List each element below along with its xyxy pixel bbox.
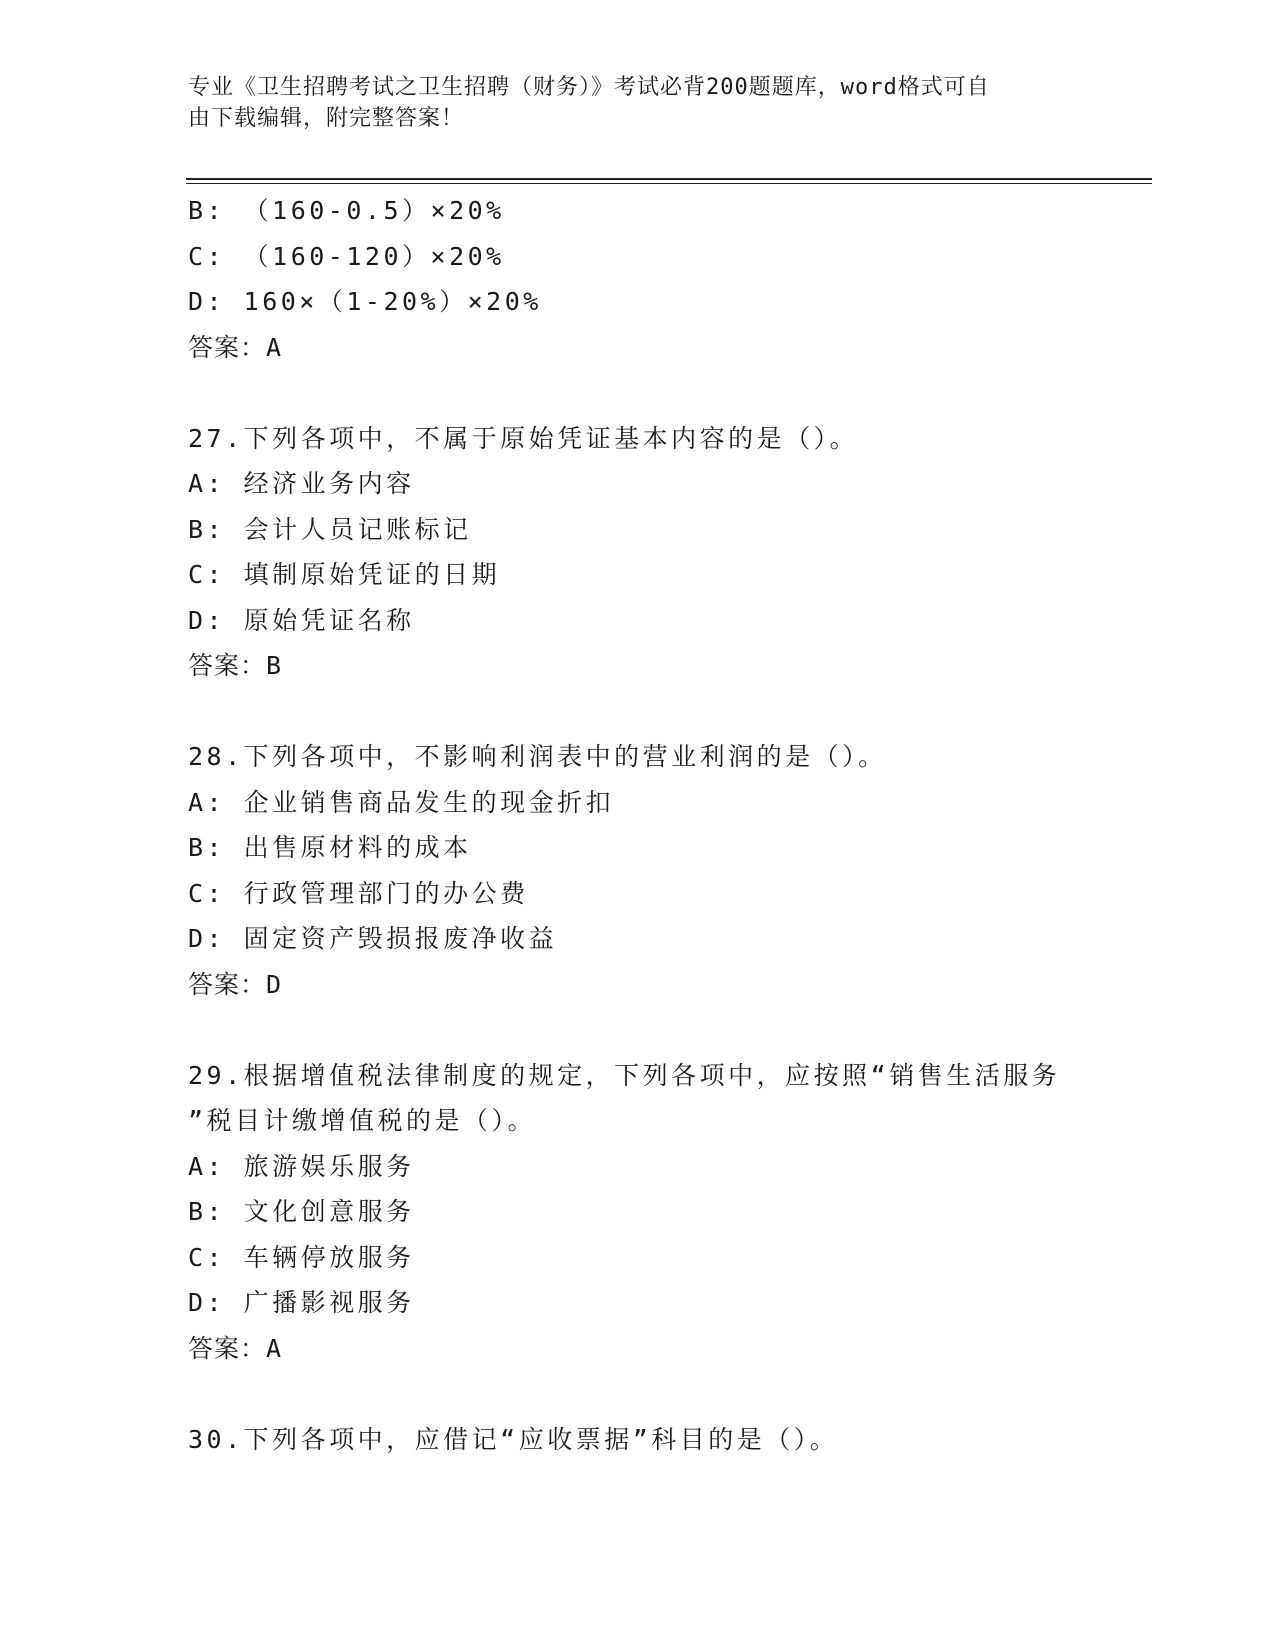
question-text-line-1: 29.根据增值税法律制度的规定，下列各项中，应按照“销售生活服务 (188, 1060, 1061, 1090)
option-d: D: 160×（1-20%）×20% (188, 287, 542, 316)
question-block-27 (188, 416, 1088, 689)
header-line-1: 专业《卫生招聘考试之卫生招聘（财务）》考试必背200题题库，word格式可自 (188, 75, 990, 100)
option-a: A: 旅游娱乐服务 (188, 1151, 415, 1181)
option-b: B: 出售原材料的成本 (188, 833, 472, 862)
question-block-28 (188, 734, 1088, 1007)
question-list (188, 188, 1088, 1462)
option-c: C: （160-120）×20% (188, 241, 505, 271)
option-d: D: 原始凭证名称 (188, 605, 415, 635)
option-d: D: 固定资产毁损报废净收益 (188, 924, 558, 953)
question-block-29 (188, 1053, 1088, 1372)
question-block-30 (188, 1417, 1088, 1463)
answer-line: 答案：A (188, 332, 283, 362)
spacer (188, 689, 1088, 735)
answer-line: 答案：D (188, 969, 283, 999)
option-a: A: 经济业务内容 (188, 469, 415, 498)
document-header (188, 72, 1068, 134)
question-text: 28.下列各项中，不影响利润表中的营业利润的是（）。 (188, 742, 887, 771)
header-divider-thin (186, 183, 1152, 184)
header-divider-thick (186, 178, 1152, 180)
answer-line: 答案：B (188, 651, 283, 680)
option-b: B: 会计人员记账标记 (188, 514, 472, 544)
option-c: C: 车辆停放服务 (188, 1242, 415, 1272)
spacer (188, 1371, 1088, 1417)
option-b: B: （160-0.5）×20% (188, 196, 505, 225)
option-b: B: 文化创意服务 (188, 1197, 415, 1226)
question-block-26 (188, 188, 1088, 370)
answer-line: 答案：A (188, 1333, 283, 1363)
question-text: 27.下列各项中，不属于原始凭证基本内容的是（）。 (188, 423, 859, 453)
option-c: C: 行政管理部门的办公费 (188, 878, 529, 908)
spacer (188, 1007, 1088, 1053)
spacer (188, 370, 1088, 416)
header-line-2: 由下载编辑，附完整答案！ (188, 106, 465, 131)
option-d: D: 广播影视服务 (188, 1288, 415, 1317)
question-text: 30.下列各项中，应借记“应收票据”科目的是（）。 (188, 1424, 839, 1454)
question-text-line-2: ”税目计缴增值税的是（）。 (188, 1106, 537, 1135)
option-c: C: 填制原始凭证的日期 (188, 560, 501, 589)
option-a: A: 企业销售商品发生的现金折扣 (188, 787, 615, 817)
